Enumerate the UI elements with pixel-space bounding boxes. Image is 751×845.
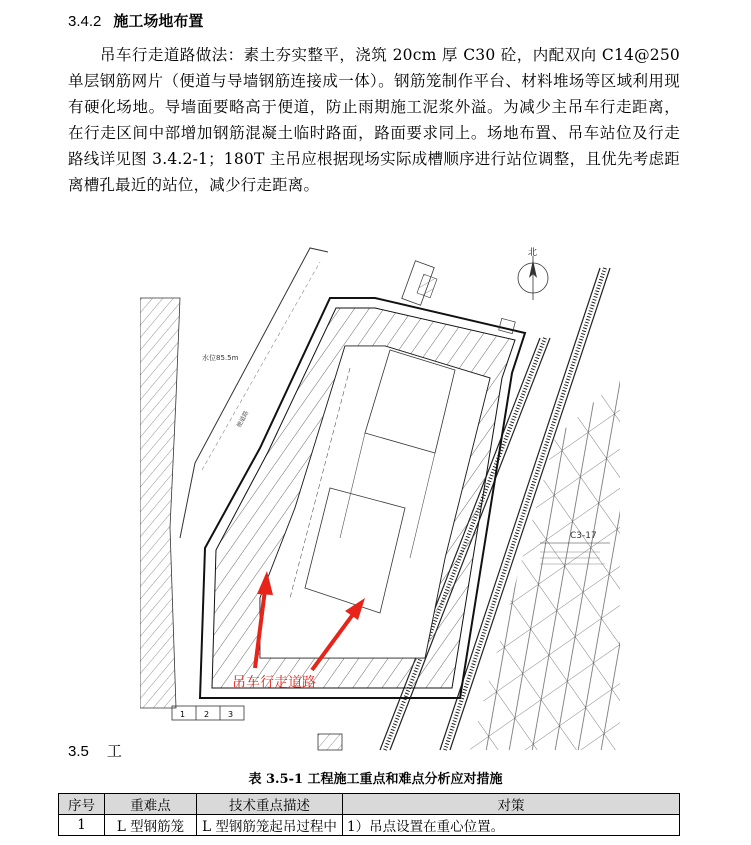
road-label: 便道路 xyxy=(235,409,251,429)
table-cell: L 型钢筋笼 xyxy=(105,815,197,836)
left-bank-hatch xyxy=(140,298,180,708)
table-header-row xyxy=(59,794,680,815)
header-cell: 重难点 xyxy=(105,794,197,815)
cell-number: 2 xyxy=(204,710,210,719)
table-row xyxy=(59,815,680,836)
north-compass-icon xyxy=(518,246,548,300)
crane-route-annotation: 吊车行走道路 xyxy=(232,675,316,691)
section-title: 工 xyxy=(106,742,122,760)
table-cell: 1）吊点设置在重心位置。 xyxy=(343,815,680,836)
body-paragraph: 吊车行走道路做法：素土夯实整平，浇筑 20cm 厚 C30 砼，内配双向 C14@250 单层钢筋网片（便道与导墙钢筋连接成一体）。钢筋笼制作平台、材料堆场等区域利用现有硬化场地。导墙面要略高于便道，防止雨期施工泥浆外溢。为减少主吊车行走距离，在行走区间中部增加钢筋混凝土临时路面，路面要求同上。场地布置、吊车站位及行走路线详见图 3.4.2-1；180T 主吊应根据现场实际成槽顺序进行站位调整，且优先考虑距离槽孔最近的站位，减少行走距离。 xyxy=(68,46,680,194)
north-label: 北 xyxy=(528,248,538,258)
header-cell: 对策 xyxy=(343,794,680,815)
site-layout-drawing xyxy=(140,238,620,758)
cell-number: 1 xyxy=(180,710,186,719)
section-number: 3.5 xyxy=(68,743,89,760)
numbered-cells xyxy=(172,706,244,720)
difficulty-table xyxy=(58,793,680,836)
header-cell: 序号 xyxy=(59,794,105,815)
c317-label: C3-17 xyxy=(570,531,597,541)
bottom-structure xyxy=(318,734,342,750)
section-title: 施工场地布置 xyxy=(113,12,204,30)
header-cell: 技术重点描述 xyxy=(197,794,343,815)
section-3-5-heading xyxy=(68,740,128,761)
section-heading xyxy=(68,10,203,31)
water-level-label: 水位85.5m xyxy=(202,354,239,362)
section-number: 3.4.2 xyxy=(68,13,102,30)
table-cell: 1 xyxy=(59,815,105,836)
table-cell: L 型钢筋笼起吊过程中 xyxy=(197,815,343,836)
cell-number: 3 xyxy=(228,710,234,719)
table-caption: 表 3.5-1 工程施工重点和难点分析应对措施 xyxy=(248,772,503,787)
